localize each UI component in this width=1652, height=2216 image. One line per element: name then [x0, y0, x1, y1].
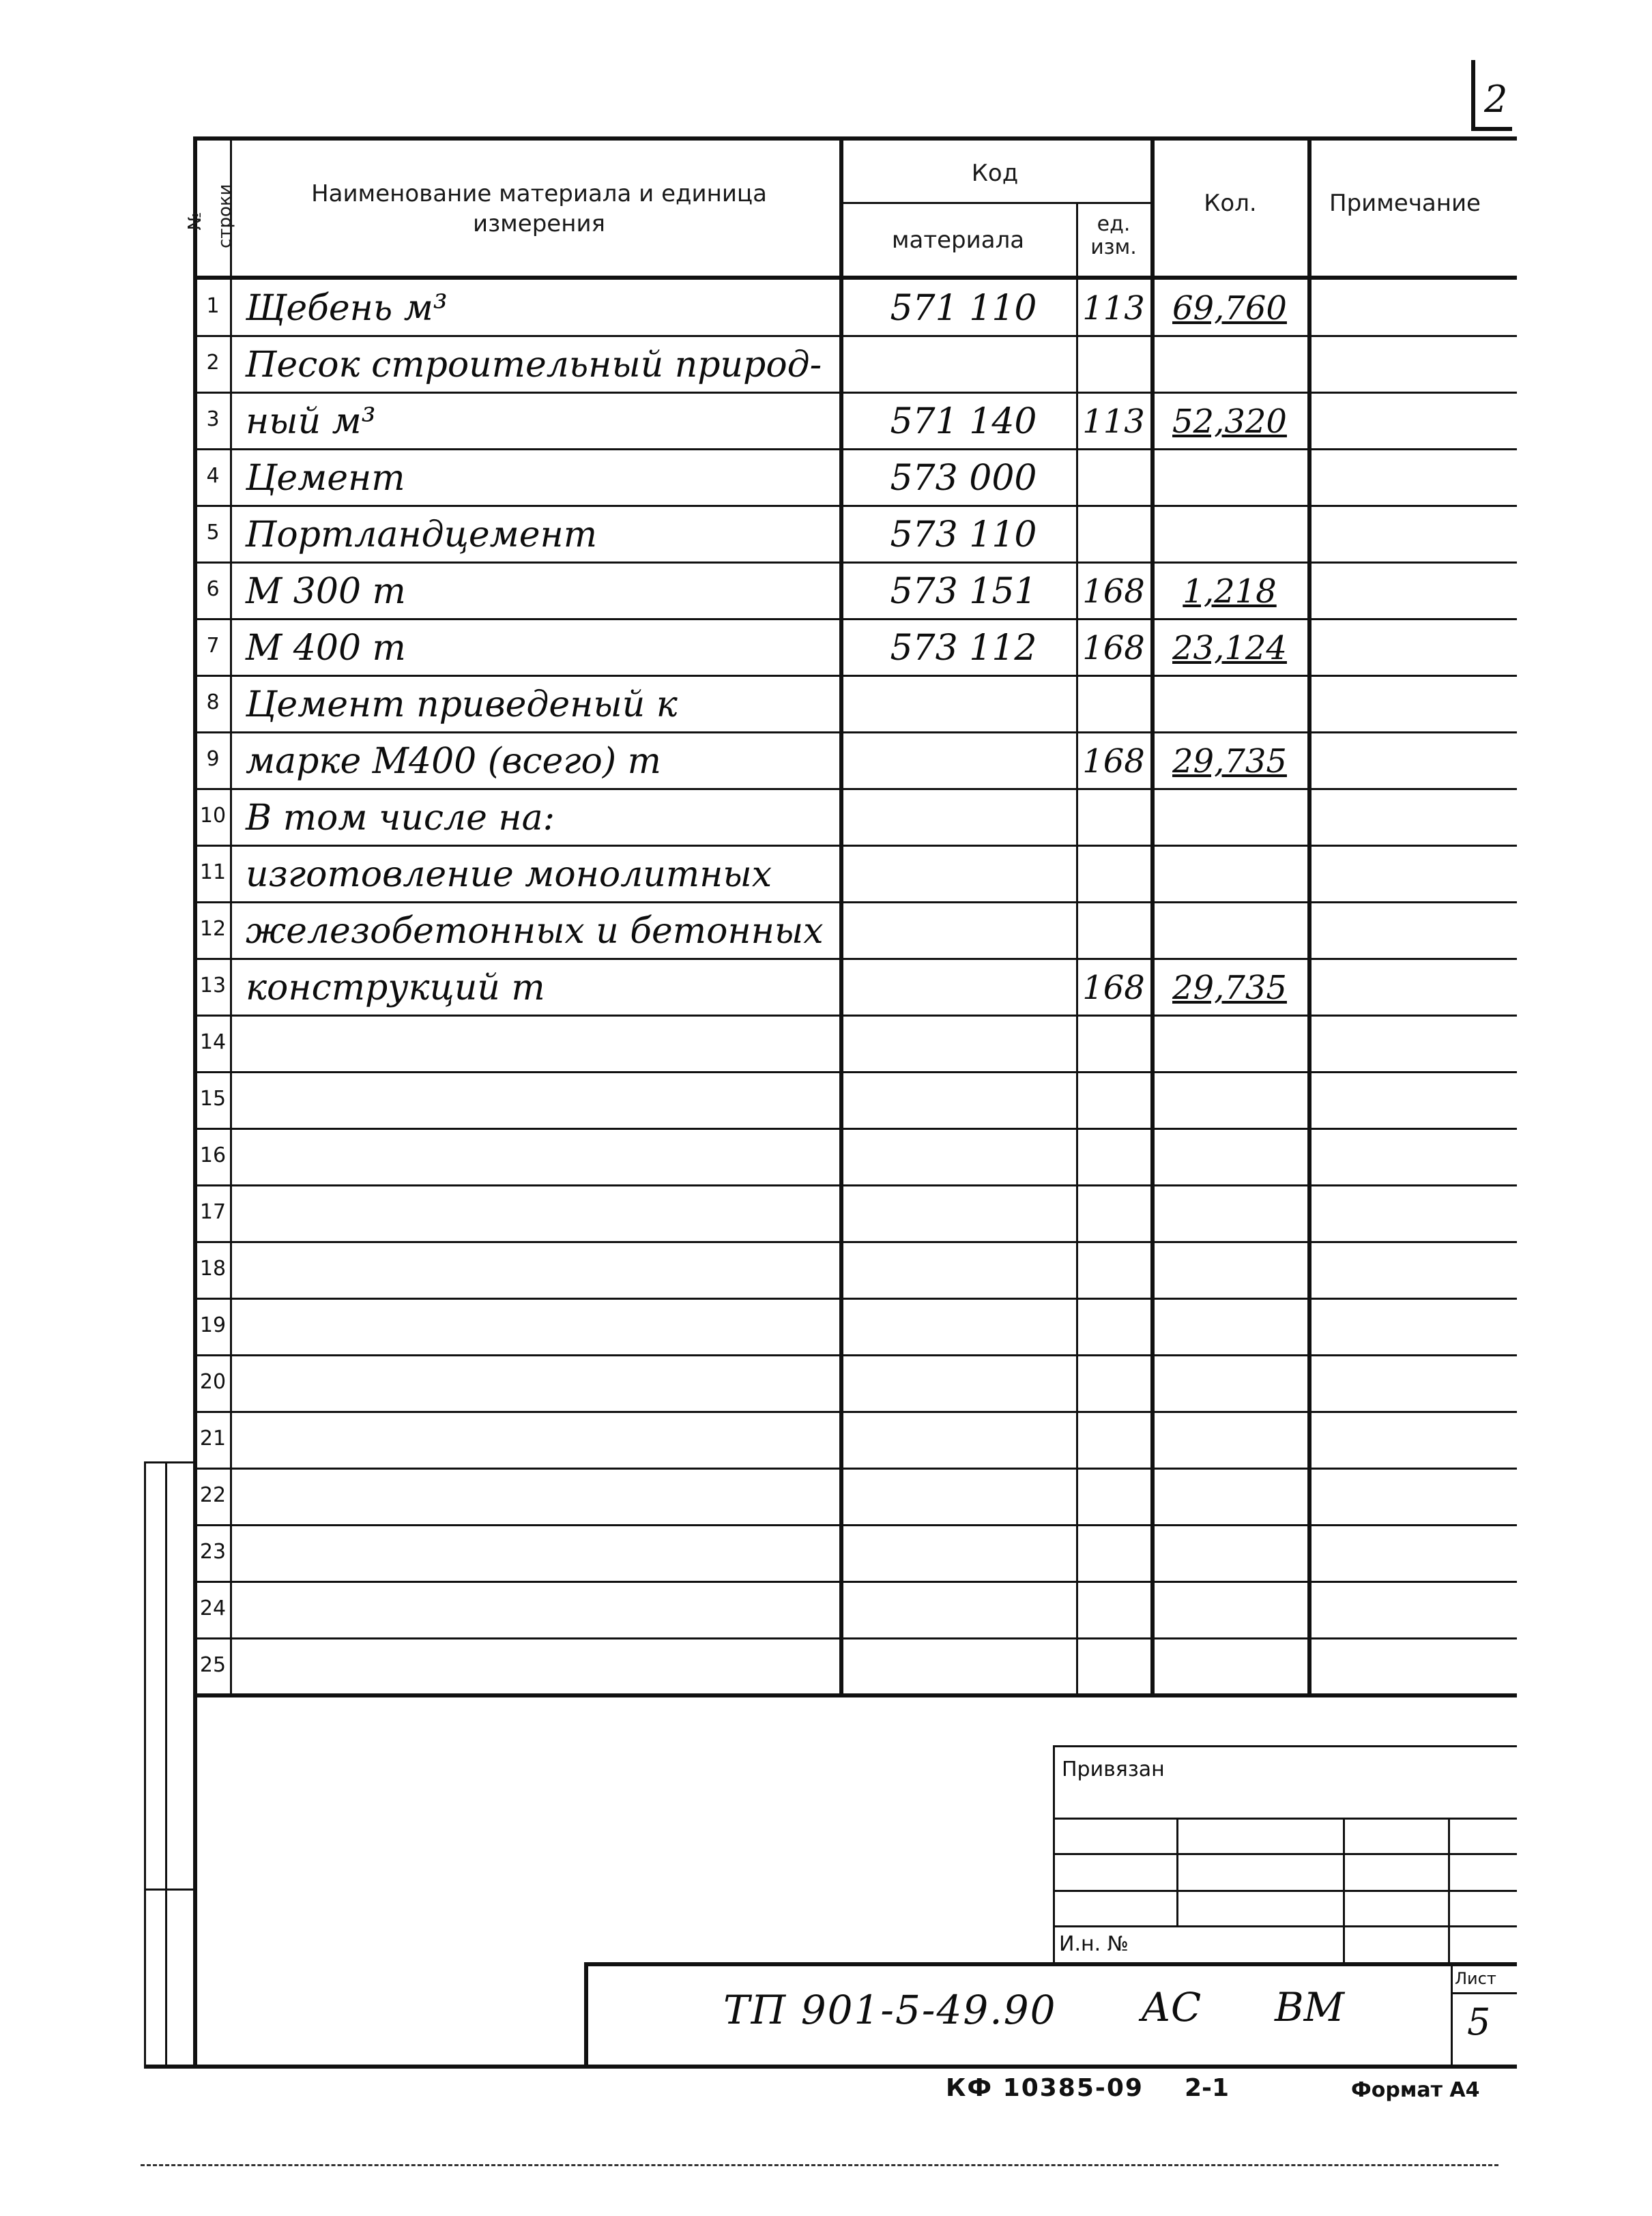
margin-top-line	[144, 1461, 193, 1463]
row-number: 12	[199, 917, 227, 941]
stamp-grid-col	[1448, 1818, 1450, 1964]
table-row	[0, 448, 1652, 505]
row-number: 23	[199, 1540, 227, 1564]
table-row	[0, 1524, 1652, 1581]
row-number: 4	[206, 464, 220, 488]
row-quantity: 52,320	[1172, 403, 1287, 441]
row-number: 20	[199, 1370, 227, 1394]
table-row	[0, 392, 1652, 448]
header-note	[1310, 188, 1534, 218]
header-note-text: Примечание	[1329, 190, 1481, 217]
row-number: 10	[199, 804, 227, 828]
row-number: 16	[199, 1143, 227, 1167]
row-material-name: Цемент	[246, 458, 405, 499]
row-quantity: 69,760	[1172, 289, 1287, 327]
header-name-text: Наименование материала и единица измерения	[311, 180, 767, 237]
row-number: 19	[199, 1313, 227, 1337]
row-number: 2	[206, 351, 220, 375]
row-number: 18	[199, 1257, 227, 1281]
row-number: 24	[199, 1597, 227, 1620]
row-material-name: Портландцемент	[246, 514, 598, 555]
header-code-divider	[839, 202, 1150, 204]
stamp-sheet-left	[1451, 1962, 1453, 2065]
row-material-name: В том числе на:	[246, 798, 555, 839]
header-qty-text: Кол.	[1204, 190, 1257, 217]
table-row	[0, 731, 1652, 788]
stamp-grid-col	[1343, 1818, 1345, 1964]
stamp-sheet-divider	[1451, 1992, 1517, 1994]
stamp-bound-top	[1053, 1745, 1517, 1747]
footer-format: Формат А4	[1351, 2078, 1480, 2102]
stamp-grid-col	[1176, 1818, 1178, 1925]
margin-line-outer	[144, 1461, 146, 2067]
table-row	[0, 1354, 1652, 1411]
stamp-section: АС	[1141, 1984, 1202, 2030]
header-code-material-text: материала	[891, 227, 1025, 254]
header-code-unit	[1078, 213, 1149, 259]
table-row	[0, 1637, 1652, 1694]
table-row	[0, 1241, 1652, 1298]
frame-top	[193, 136, 1517, 141]
footer-archive-number: КФ 10385-09	[946, 2074, 1144, 2102]
row-number: 17	[199, 1200, 227, 1224]
margin-mid-line	[144, 1889, 193, 1891]
row-material-name: конструкций т	[246, 967, 545, 1008]
stamp-grid-line	[1053, 1890, 1517, 1892]
stamp-bound-line	[1053, 1818, 1517, 1820]
row-material-code: 573 110	[890, 514, 1037, 555]
row-number: 14	[199, 1030, 227, 1054]
table-row	[0, 1411, 1652, 1468]
row-unit-code: 168	[1082, 629, 1145, 667]
header-code	[839, 158, 1150, 188]
header-row-no	[180, 184, 240, 248]
table-row	[0, 901, 1652, 958]
row-number: 9	[206, 747, 220, 771]
row-material-code: 571 110	[890, 288, 1037, 329]
header-name	[307, 179, 771, 239]
row-number: 8	[206, 690, 220, 714]
row-material-name: М 400 т	[246, 628, 406, 669]
header-row-no-text: № строки	[185, 184, 235, 248]
row-material-name: Песок строительный природ-	[246, 345, 822, 385]
stamp-code-top	[584, 1962, 1517, 1966]
table-row	[0, 562, 1652, 618]
frame-bottom	[144, 2065, 1517, 2069]
table-row	[0, 1581, 1652, 1637]
table-row	[0, 958, 1652, 1015]
table-row	[0, 1071, 1652, 1128]
row-quantity: 23,124	[1172, 629, 1287, 667]
table-row	[0, 505, 1652, 562]
table-row	[0, 675, 1652, 731]
row-number: 3	[206, 407, 220, 431]
margin-line-inner	[165, 1461, 167, 2067]
row-material-name: ный м³	[246, 401, 376, 442]
table-row	[0, 1015, 1652, 1071]
row-number: 1	[206, 294, 220, 318]
stamp-grid-line	[1053, 1853, 1517, 1855]
stamp-code-left	[584, 1962, 588, 2065]
row-material-code: 573 000	[890, 458, 1037, 499]
table-row	[0, 335, 1652, 392]
row-material-code: 573 112	[890, 628, 1037, 669]
stamp-sheet-label: Лист	[1455, 1969, 1496, 1988]
table-row	[0, 1468, 1652, 1524]
row-quantity: 1,218	[1183, 572, 1277, 611]
row-material-name: Цемент приведеный к	[246, 684, 678, 725]
table-row	[0, 845, 1652, 901]
header-code-material	[841, 225, 1075, 255]
stamp-inv-label: И.н. №	[1059, 1932, 1129, 1956]
row-number: 22	[199, 1483, 227, 1507]
footer-copy-number: 2-1	[1185, 2074, 1230, 2102]
corner-mark-line	[1471, 127, 1512, 131]
row-quantity: 29,735	[1172, 969, 1287, 1007]
header-qty	[1153, 188, 1307, 218]
table-row	[0, 278, 1652, 335]
stamp-grid-line	[1053, 1925, 1517, 1927]
corner-mark-line	[1471, 60, 1475, 130]
row-number: 13	[199, 974, 227, 997]
header-code-text: Код	[971, 160, 1019, 187]
row-material-name: М 300 т	[246, 571, 406, 612]
row-quantity: 29,735	[1172, 742, 1287, 781]
row-number: 15	[199, 1087, 227, 1111]
row-material-code: 573 151	[890, 571, 1037, 612]
row-material-name: марке М400 (всего) т	[246, 741, 661, 782]
row-number: 21	[199, 1427, 227, 1450]
table-row	[0, 788, 1652, 845]
stamp-doc-code: ТП 901-5-49.90	[723, 1987, 1057, 2033]
row-unit-code: 168	[1082, 969, 1145, 1007]
row-material-name: изготовление монолитных	[246, 854, 772, 895]
table-row	[0, 1128, 1652, 1184]
stamp-mark: ВМ	[1275, 1984, 1345, 2030]
stamp-bound-label: Привязан	[1062, 1758, 1165, 1781]
row-material-code: 571 140	[890, 401, 1037, 442]
row-number: 5	[206, 521, 220, 544]
row-unit-code: 113	[1082, 403, 1145, 441]
row-material-name: железобетонных и бетонных	[246, 911, 824, 952]
row-unit-code: 168	[1082, 742, 1145, 781]
header-code-unit-text: ед. изм.	[1090, 212, 1137, 259]
row-unit-code: 168	[1082, 572, 1145, 611]
row-number: 6	[206, 577, 220, 601]
row-material-name: Щебень м³	[246, 288, 448, 329]
page-bottom-rule	[141, 2164, 1498, 2166]
stamp-sheet-number: 5	[1467, 2000, 1491, 2043]
page-corner-number: 2	[1484, 78, 1508, 121]
row-number: 11	[199, 860, 227, 884]
table-row	[0, 1184, 1652, 1241]
table-row	[0, 618, 1652, 675]
table-row	[0, 1298, 1652, 1354]
row-number: 25	[199, 1653, 227, 1677]
row-unit-code: 113	[1082, 289, 1145, 327]
row-number: 7	[206, 634, 220, 658]
